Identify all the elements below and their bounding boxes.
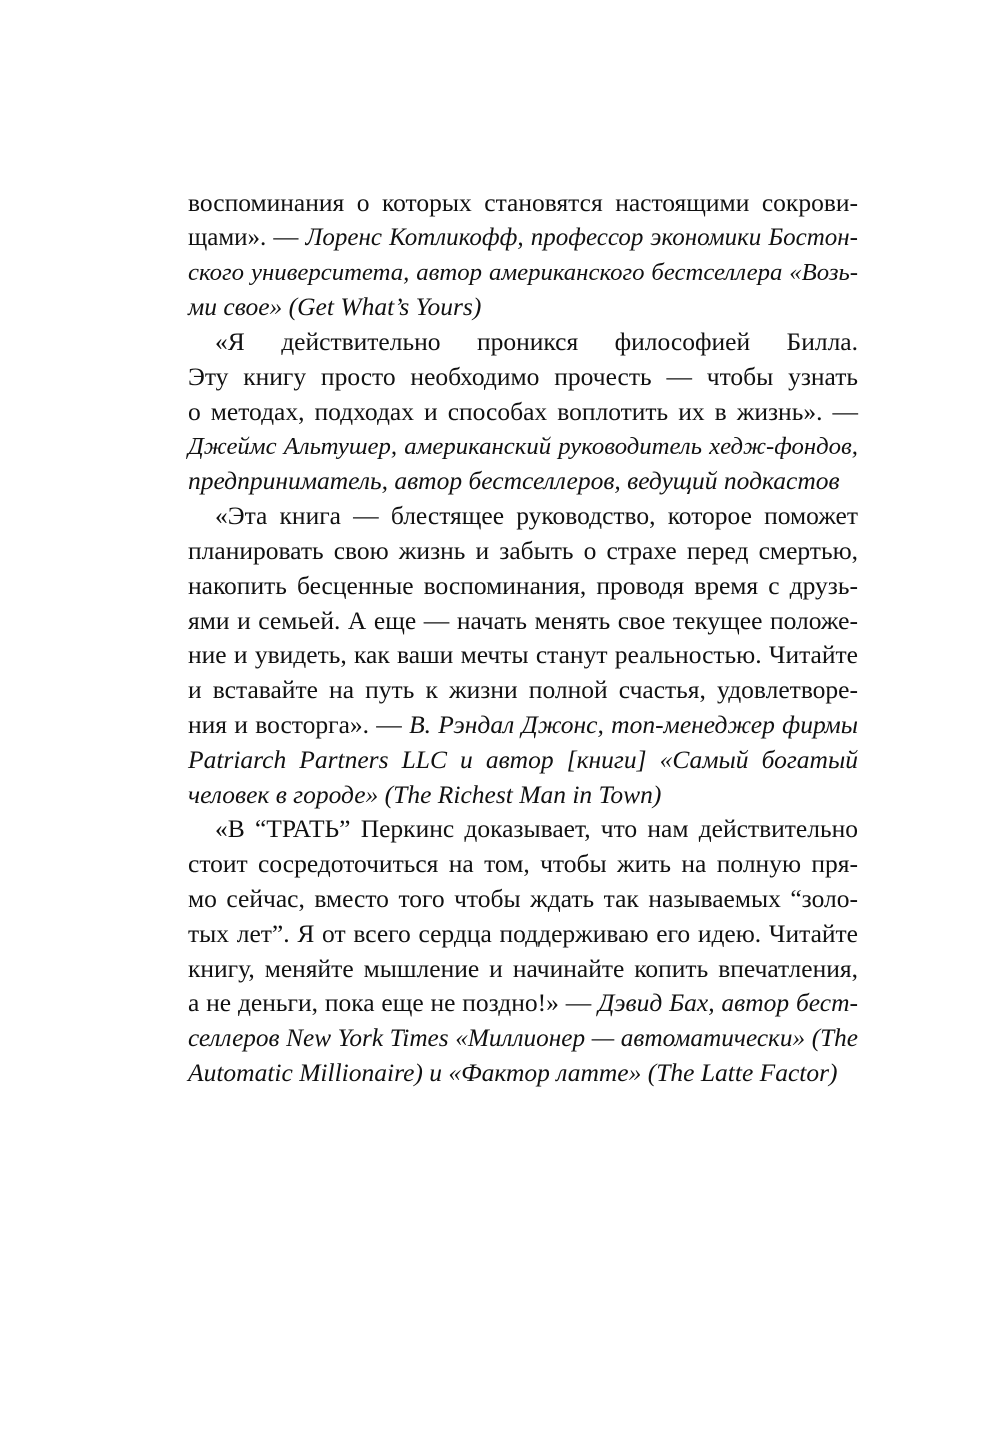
text-line: книгу, меняйте мышление и начинайте копить впечатления, xyxy=(188,953,858,983)
text-line: о методах, подходах и способах воплотить их в жизнь». — xyxy=(188,396,858,426)
review-jones xyxy=(188,499,858,812)
reviewer-attribution: Patriarch Partners LLC и автор [книги] «Самый богатый xyxy=(188,744,858,774)
reviewer-attribution: ми свое» (Get What’s Yours) xyxy=(188,292,482,322)
text-line: ние и увидеть, как ваши мечты станут реальностью. Читайте xyxy=(188,640,858,670)
reviewer-attribution: ского университета, автор американского бестселлера «Возь- xyxy=(188,258,858,286)
text-line xyxy=(188,778,858,813)
reviewer-attribution: селлеров New York Times «Миллионер — автоматически» (The xyxy=(188,1024,858,1053)
reviewer-attribution: человек в городе» (The Richest Man in Town) xyxy=(188,779,662,809)
text-line: «Эта книга — блестящее руководство, которое поможет xyxy=(215,501,858,531)
review-altucher xyxy=(188,325,858,499)
text-line xyxy=(188,743,858,778)
reviewer-attribution: Дэвид Бах, автор бест- xyxy=(598,988,859,1018)
reviewer-attribution: Automatic Millionaire) и «Фактор латте» (The Latte Factor) xyxy=(188,1057,838,1087)
text-line: щами». — Лоренс Котликофф, профессор экономики Бостон- xyxy=(188,223,858,251)
text-line xyxy=(188,290,858,325)
text-line: накопить бесценные воспоминания, проводя время с друзь- xyxy=(188,570,858,600)
text-line: тых лет”. Я от всего сердца поддерживаю его идею. Читайте xyxy=(188,918,858,948)
text-line: воспоминания о которых становятся настоящими сокрови- xyxy=(188,188,858,217)
text-line xyxy=(188,256,858,291)
text-line: планировать свою жизнь и забыть о страхе перед смертью, xyxy=(188,535,858,565)
text-line: ния и восторга». — В. Рэндал Джонс, топ-менеджер фирмы xyxy=(188,709,858,739)
text-line: «В “ТРАТЬ” Перкинс доказывает, что нам действительно xyxy=(215,814,858,844)
text-line: стоит сосредоточиться на том, чтобы жить на полную пря- xyxy=(188,849,858,879)
reviewer-attribution: Лоренс Котликофф, профессор экономики Бостон- xyxy=(305,223,858,251)
text-line xyxy=(188,464,858,499)
text-line: и вставайте на путь к жизни полной счастья, удовлетворе- xyxy=(188,675,858,705)
text-line xyxy=(188,1021,858,1056)
text-line: ями и семьей. А еще — начать менять свое текущее положе- xyxy=(188,605,858,635)
review-kotlikoff-continued xyxy=(188,186,858,325)
text-line: а не деньги, пока еще не поздно!» — Дэвид Бах, автор бест- xyxy=(188,988,859,1018)
text-line: Эту книгу просто необходимо прочесть — чтобы узнать xyxy=(188,361,858,391)
book-page-text xyxy=(188,186,858,1091)
reviewer-attribution: В. Рэндал Джонс, топ-менеджер фирмы xyxy=(409,709,858,739)
text-line: мо сейчас, вместо того чтобы ждать так называемых “золо- xyxy=(188,883,858,913)
review-bach xyxy=(188,812,858,1090)
text-line xyxy=(188,430,858,465)
reviewer-attribution: предприниматель, автор бестселлеров, ведущий подкастов xyxy=(188,466,840,496)
text-line xyxy=(188,1056,858,1091)
reviewer-attribution: Джеймс Альтушер, американский руководитель хедж-фондов, xyxy=(188,432,858,460)
text-line: «Я действительно проникся философией Билла. xyxy=(215,327,858,357)
